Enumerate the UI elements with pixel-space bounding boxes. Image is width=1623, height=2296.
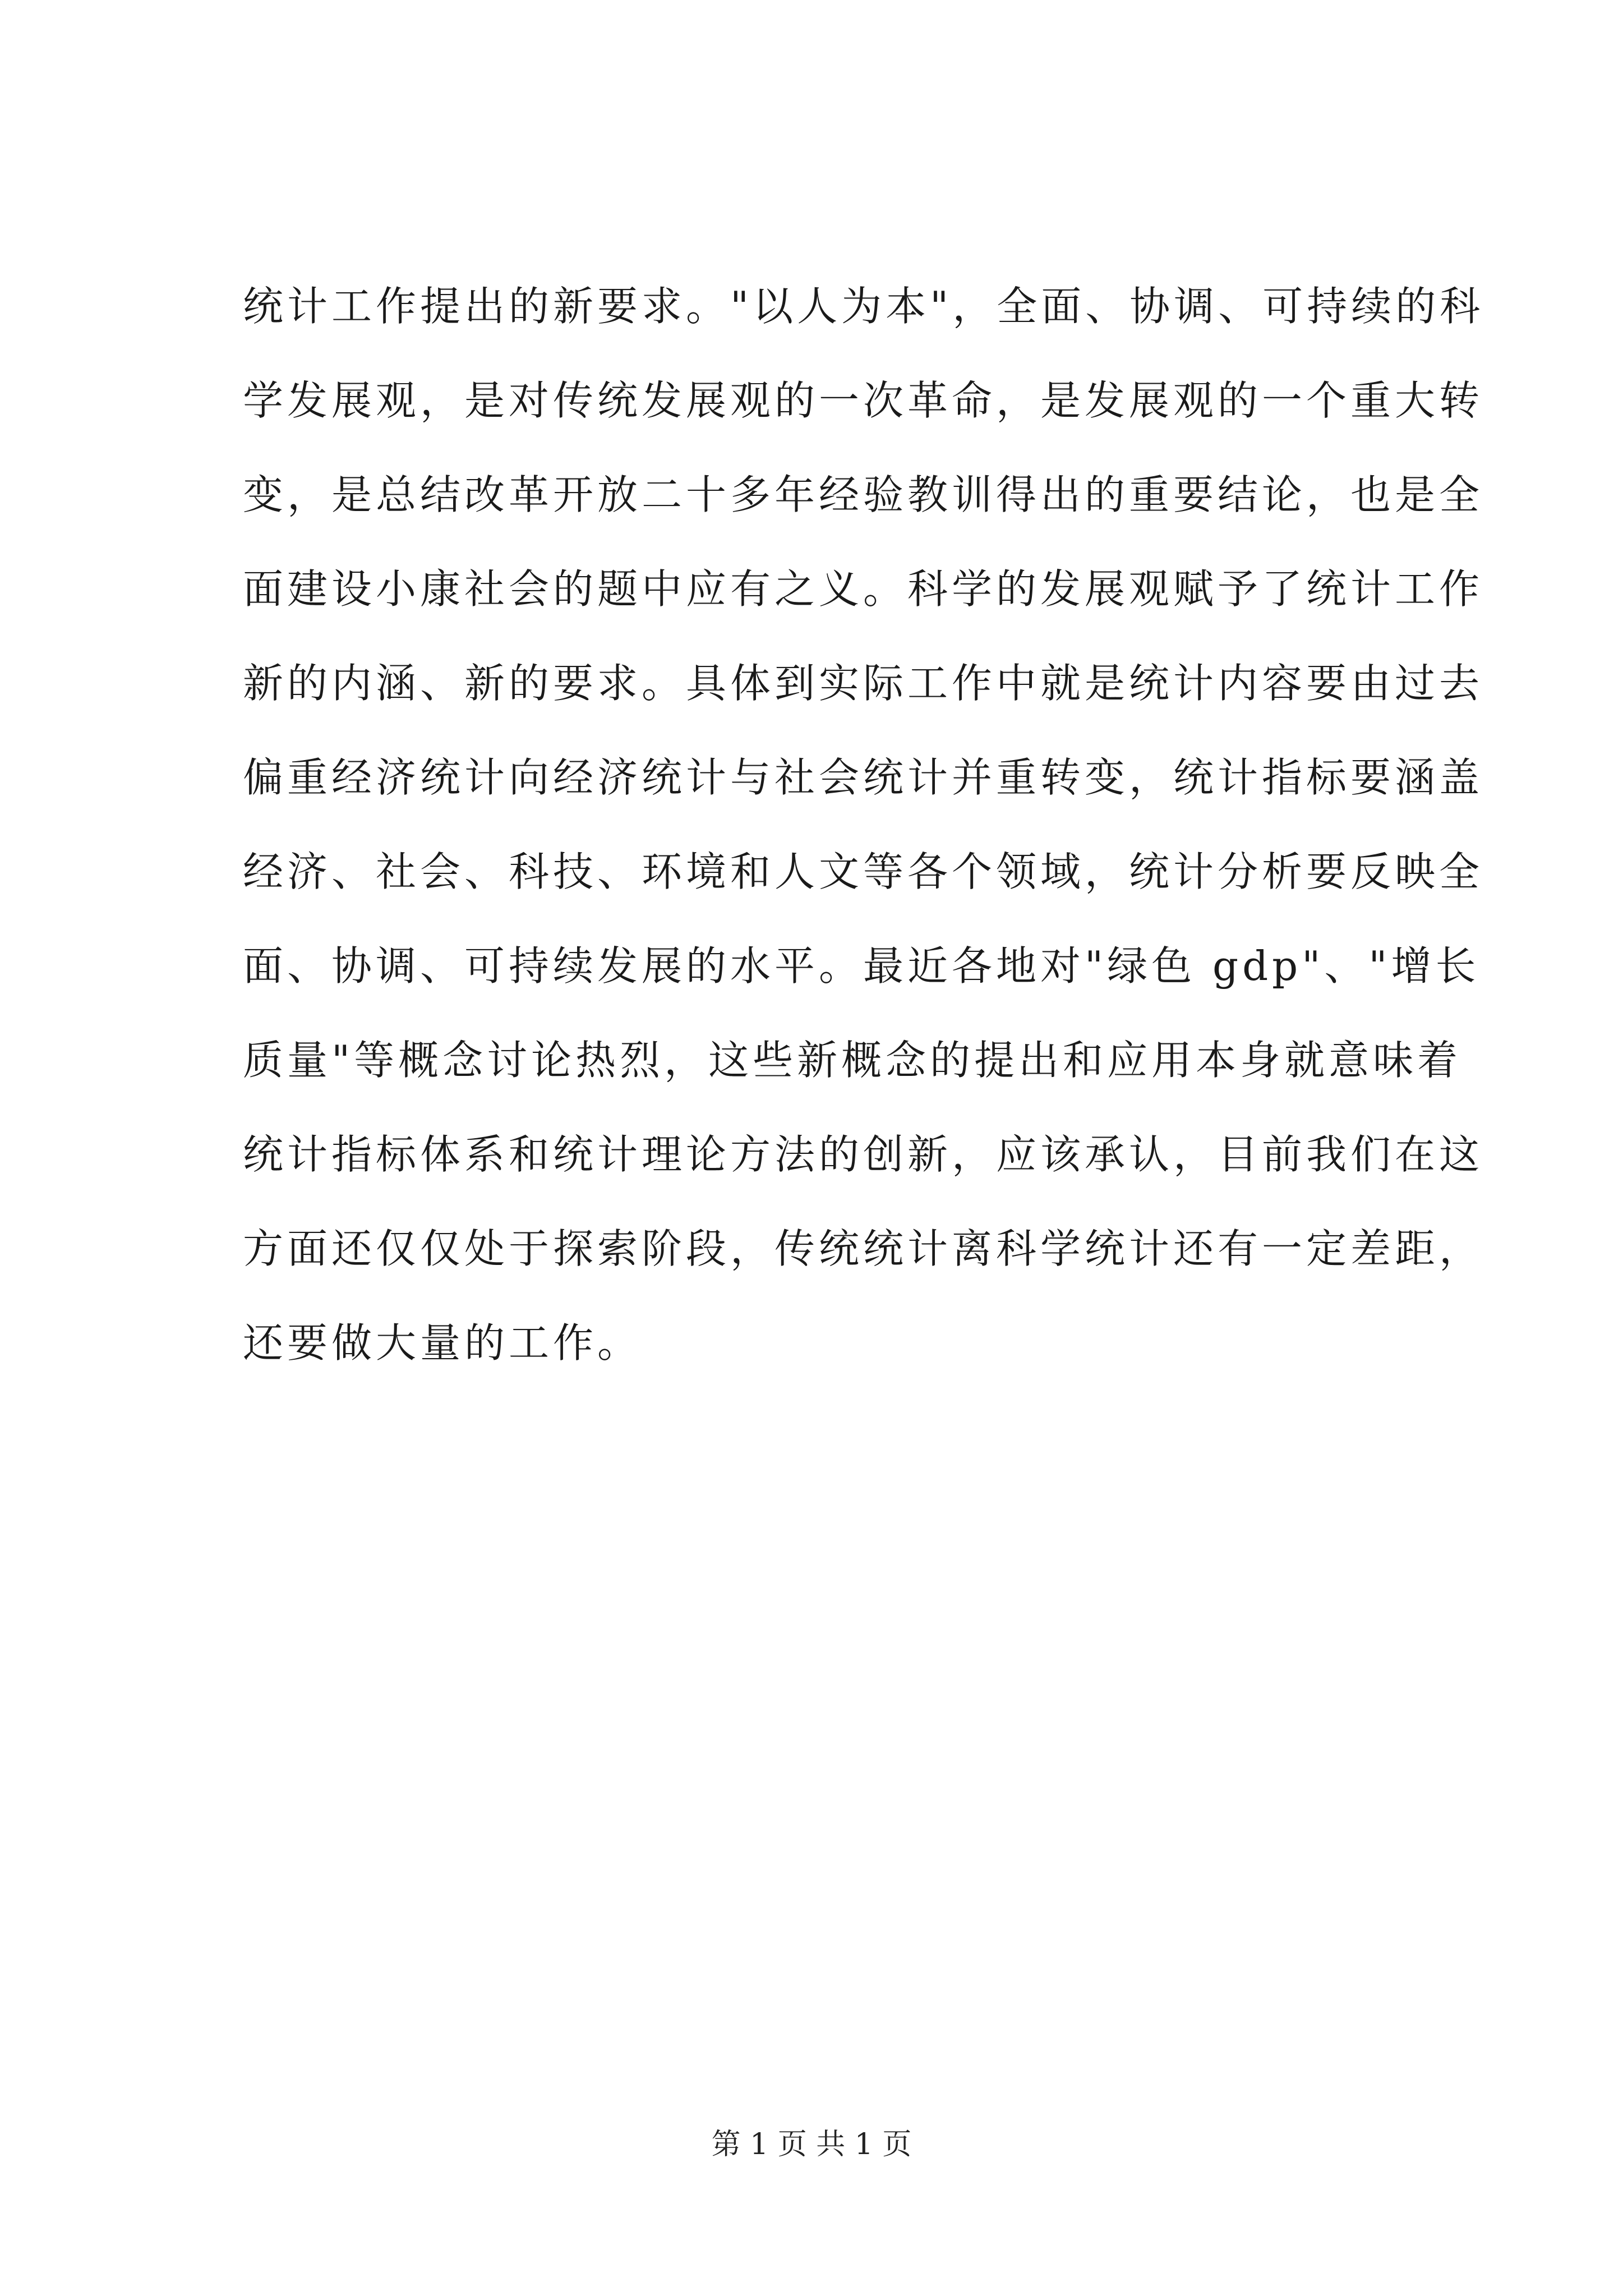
paragraph-line: 统计工作提出的新要求。"以人为本"，全面、协调、可持续的科 bbox=[243, 283, 1484, 330]
paragraph-line: 偏重经济统计向经济统计与社会统计并重转变，统计指标要涵盖 bbox=[243, 754, 1484, 801]
page-footer bbox=[0, 2125, 1623, 2164]
paragraph-line: 质量"等概念讨论热烈，这些新概念的提出和应用本身就意味着 bbox=[243, 1037, 1462, 1084]
paragraph-line: 新的内涵、新的要求。具体到实际工作中就是统计内容要由过去 bbox=[243, 660, 1484, 707]
paragraph-line: 面建设小康社会的题中应有之义。科学的发展观赋予了统计工作 bbox=[243, 565, 1484, 613]
paragraph-line: 面、协调、可持续发展的水平。最近各地对"绿色 gdp"、"增长 bbox=[243, 942, 1480, 990]
paragraph-line: 统计指标体系和统计理论方法的创新，应该承认，目前我们在这 bbox=[243, 1131, 1484, 1178]
paragraph-line: 方面还仅仅处于探索阶段，传统统计离科学统计还有一定差距， bbox=[243, 1225, 1484, 1272]
paragraph-line: 经济、社会、科技、环境和人文等各个领域，统计分析要反映全 bbox=[243, 848, 1484, 895]
paragraph-line: 变，是总结改革开放二十多年经验教训得出的重要结论，也是全 bbox=[243, 471, 1484, 518]
paragraph-line: 还要做大量的工作。 bbox=[243, 1319, 642, 1366]
paragraph-line: 学发展观，是对传统发展观的一次革命，是发展观的一个重大转 bbox=[243, 377, 1484, 424]
body-paragraph bbox=[243, 259, 1484, 1390]
page-number: 第 1 页 共 1 页 bbox=[711, 2128, 912, 2161]
